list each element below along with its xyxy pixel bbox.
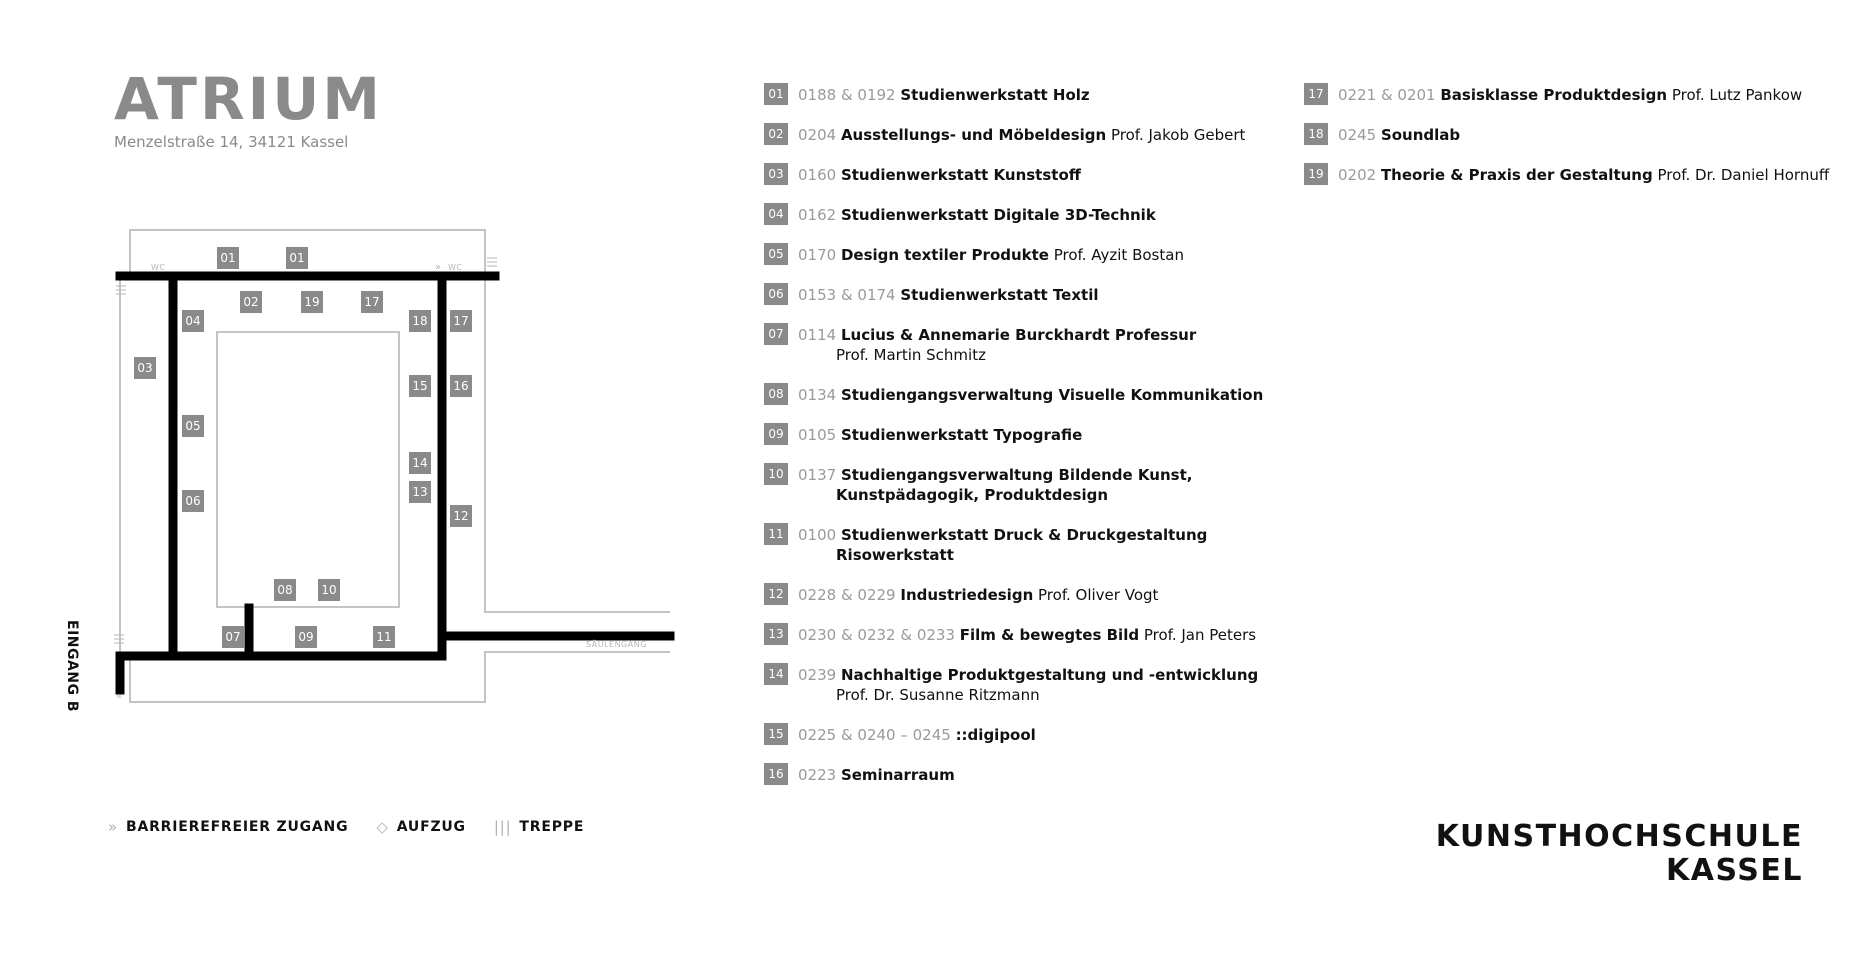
room-codes: 0225 & 0240 – 0245 xyxy=(798,726,956,744)
svg-text:07: 07 xyxy=(225,630,241,644)
barrier-free-icon: « xyxy=(116,691,123,702)
room-entry-03 xyxy=(764,165,1081,185)
room-professor: Prof. Ayzit Bostan xyxy=(1048,246,1184,264)
room-entry-text xyxy=(798,525,1207,565)
room-entry-04 xyxy=(764,205,1156,225)
room-marker-07 xyxy=(222,626,244,648)
room-entry-05 xyxy=(764,245,1184,265)
room-name: Nachhaltige Produktgestaltung und -entwicklung xyxy=(840,666,1259,684)
room-entry-10 xyxy=(764,465,1192,505)
room-name: ::digipool xyxy=(955,726,1036,744)
room-number-badge: 11 xyxy=(764,523,788,545)
room-entry-09 xyxy=(764,425,1082,445)
room-number-badge: 08 xyxy=(764,383,788,405)
room-marker-15 xyxy=(409,375,431,397)
room-number-badge: 05 xyxy=(764,243,788,265)
wc-label-left: WC xyxy=(151,263,166,272)
legend-elevator xyxy=(376,818,466,836)
room-number-badge: 19 xyxy=(1304,163,1328,185)
room-entry-text xyxy=(798,765,955,785)
room-marker-04 xyxy=(182,310,204,332)
room-codes: 0153 & 0174 xyxy=(798,286,901,304)
room-codes: 0162 xyxy=(798,206,841,224)
room-marker-14 xyxy=(409,452,431,474)
legend-stairs xyxy=(494,818,584,836)
svg-text:18: 18 xyxy=(412,314,428,328)
barrier-free-icon: » xyxy=(435,262,442,273)
room-marker-18 xyxy=(409,310,431,332)
floor-plan-map xyxy=(80,220,680,720)
legend-elevator-label: AUFZUG xyxy=(396,819,466,835)
room-entry-14 xyxy=(764,665,1258,705)
saeulengang-label: SÄULENGANG xyxy=(586,640,647,649)
svg-text:06: 06 xyxy=(185,494,201,508)
svg-text:13: 13 xyxy=(412,485,428,499)
room-professor: Prof. Dr. Susanne Ritzmann xyxy=(836,686,1040,704)
svg-text:19: 19 xyxy=(304,295,320,309)
room-name: Studiengangsverwaltung Visuelle Kommunikation xyxy=(840,386,1264,404)
room-markers xyxy=(134,247,472,648)
room-professor: Prof. Martin Schmitz xyxy=(836,346,986,364)
barrier-free-icon: » xyxy=(108,818,118,836)
svg-text:05: 05 xyxy=(185,419,201,433)
room-name: Studienwerkstatt Kunststoff xyxy=(840,166,1081,184)
room-number-badge: 14 xyxy=(764,663,788,685)
elevator-icon: ◇ xyxy=(376,818,389,836)
brand-logo xyxy=(1436,820,1803,888)
room-entry-17 xyxy=(1304,85,1802,105)
svg-text:01: 01 xyxy=(220,251,236,265)
room-codes: 0221 & 0201 xyxy=(1338,86,1441,104)
room-name: Film & bewegtes Bild xyxy=(959,626,1140,644)
room-entry-text xyxy=(1338,165,1829,185)
room-entry-text xyxy=(798,725,1036,745)
room-entry-text xyxy=(798,125,1245,145)
room-entry-19 xyxy=(1304,165,1829,185)
room-number-badge: 18 xyxy=(1304,123,1328,145)
room-marker-19 xyxy=(301,291,323,313)
room-name: Studiengangsverwaltung Bildende Kunst, xyxy=(840,466,1193,484)
room-marker-01 xyxy=(286,247,308,269)
room-name: Studienwerkstatt Typografie xyxy=(840,426,1083,444)
room-name-line-2: Risowerkstatt xyxy=(836,546,954,564)
legend xyxy=(108,818,584,836)
room-name-line-2: Kunstpädagogik, Produktdesign xyxy=(836,486,1109,504)
legend-barrier-free xyxy=(108,818,348,836)
room-codes: 0114 xyxy=(798,326,841,344)
room-marker-06 xyxy=(182,490,204,512)
room-entry-text xyxy=(798,85,1090,105)
svg-text:14: 14 xyxy=(412,456,428,470)
svg-text:04: 04 xyxy=(185,314,201,328)
svg-text:17: 17 xyxy=(453,314,469,328)
room-number-badge: 15 xyxy=(764,723,788,745)
room-entry-text xyxy=(798,625,1256,645)
room-entry-text xyxy=(1338,85,1802,105)
room-name: Basisklasse Produktdesign xyxy=(1440,86,1668,104)
room-entry-12 xyxy=(764,585,1158,605)
room-professor: Prof. Lutz Pankow xyxy=(1667,86,1803,104)
room-number-badge: 12 xyxy=(764,583,788,605)
room-entry-07 xyxy=(764,325,1196,365)
svg-text:16: 16 xyxy=(453,379,469,393)
room-number-badge: 04 xyxy=(764,203,788,225)
room-marker-01 xyxy=(217,247,239,269)
room-entry-16 xyxy=(764,765,955,785)
room-professor: Prof. Jan Peters xyxy=(1139,626,1257,644)
svg-text:10: 10 xyxy=(321,583,337,597)
room-codes: 0100 xyxy=(798,526,841,544)
room-entry-text xyxy=(798,165,1081,185)
room-codes: 0134 xyxy=(798,386,841,404)
room-entry-text xyxy=(798,585,1158,605)
room-marker-10 xyxy=(318,579,340,601)
svg-text:17: 17 xyxy=(364,295,380,309)
room-entry-13 xyxy=(764,625,1256,645)
room-marker-11 xyxy=(373,626,395,648)
room-entry-text xyxy=(798,465,1192,505)
page-title: ATRIUM xyxy=(114,65,384,133)
room-marker-09 xyxy=(295,626,317,648)
brand-line-1: KUNSTHOCHSCHULE xyxy=(1435,819,1803,854)
room-name: Soundlab xyxy=(1380,126,1461,144)
room-number-badge: 17 xyxy=(1304,83,1328,105)
svg-text:08: 08 xyxy=(277,583,293,597)
room-entry-01 xyxy=(764,85,1090,105)
legend-stairs-label: TREPPE xyxy=(519,819,585,835)
room-codes: 0204 xyxy=(798,126,841,144)
room-codes: 0105 xyxy=(798,426,841,444)
room-professor: Prof. Oliver Vogt xyxy=(1033,586,1159,604)
room-entry-06 xyxy=(764,285,1098,305)
room-marker-05 xyxy=(182,415,204,437)
room-codes: 0223 xyxy=(798,766,841,784)
room-entry-18 xyxy=(1304,125,1460,145)
room-entry-text xyxy=(798,385,1263,405)
svg-text:03: 03 xyxy=(137,361,153,375)
room-professor: Prof. Dr. Daniel Hornuff xyxy=(1652,166,1830,184)
room-marker-13 xyxy=(409,481,431,503)
room-marker-12 xyxy=(450,505,472,527)
wc-label-right: WC xyxy=(448,263,463,272)
room-entry-02 xyxy=(764,125,1245,145)
legend-barrier-free-label: BARRIEREFREIER ZUGANG xyxy=(125,819,349,835)
room-codes: 0188 & 0192 xyxy=(798,86,901,104)
room-codes: 0202 xyxy=(1338,166,1381,184)
room-codes: 0228 & 0229 xyxy=(798,586,901,604)
svg-text:01: 01 xyxy=(289,251,305,265)
room-number-badge: 06 xyxy=(764,283,788,305)
brand-line-2: KASSEL xyxy=(1666,853,1803,888)
room-professor: Prof. Jakob Gebert xyxy=(1106,126,1246,144)
room-number-badge: 03 xyxy=(764,163,788,185)
room-marker-17 xyxy=(450,310,472,332)
room-entry-text xyxy=(798,665,1258,705)
room-codes: 0160 xyxy=(798,166,841,184)
room-codes: 0245 xyxy=(1338,126,1381,144)
room-number-badge: 10 xyxy=(764,463,788,485)
svg-text:11: 11 xyxy=(376,630,392,644)
room-entry-08 xyxy=(764,385,1263,405)
svg-text:02: 02 xyxy=(243,295,259,309)
room-number-badge: 09 xyxy=(764,423,788,445)
room-number-badge: 01 xyxy=(764,83,788,105)
room-marker-16 xyxy=(450,375,472,397)
room-name: Ausstellungs- und Möbeldesign xyxy=(840,126,1107,144)
room-name: Industriedesign xyxy=(900,586,1034,604)
room-name: Studienwerkstatt Digitale 3D-Technik xyxy=(840,206,1156,224)
room-entry-text xyxy=(1338,125,1460,145)
room-codes: 0137 xyxy=(798,466,841,484)
room-codes: 0170 xyxy=(798,246,841,264)
room-marker-08 xyxy=(274,579,296,601)
room-number-badge: 13 xyxy=(764,623,788,645)
svg-text:09: 09 xyxy=(298,630,314,644)
room-name: Studienwerkstatt Textil xyxy=(900,286,1099,304)
room-name: Theorie & Praxis der Gestaltung xyxy=(1380,166,1653,184)
room-marker-02 xyxy=(240,291,262,313)
room-entry-text xyxy=(798,285,1098,305)
room-entry-text xyxy=(798,245,1184,265)
room-marker-17 xyxy=(361,291,383,313)
room-entry-11 xyxy=(764,525,1207,565)
room-entry-text xyxy=(798,425,1082,445)
room-name: Studienwerkstatt Druck & Druckgestaltung xyxy=(840,526,1208,544)
room-entry-text xyxy=(798,205,1156,225)
svg-text:15: 15 xyxy=(412,379,428,393)
room-name: Design textiler Produkte xyxy=(840,246,1049,264)
room-entry-15 xyxy=(764,725,1036,745)
room-codes: 0230 & 0232 & 0233 xyxy=(798,626,960,644)
room-codes: 0239 xyxy=(798,666,841,684)
room-number-badge: 02 xyxy=(764,123,788,145)
room-name: Studienwerkstatt Holz xyxy=(900,86,1090,104)
room-number-badge: 16 xyxy=(764,763,788,785)
room-marker-03 xyxy=(134,357,156,379)
room-name: Seminarraum xyxy=(840,766,955,784)
room-name: Lucius & Annemarie Burckhardt Professur xyxy=(840,326,1197,344)
address: Menzelstraße 14, 34121 Kassel xyxy=(114,133,349,151)
entrance-label: EINGANG B xyxy=(64,620,80,713)
room-number-badge: 07 xyxy=(764,323,788,345)
svg-text:12: 12 xyxy=(453,509,469,523)
stairs-icon: ||| xyxy=(493,818,512,836)
room-entry-text xyxy=(798,325,1196,365)
